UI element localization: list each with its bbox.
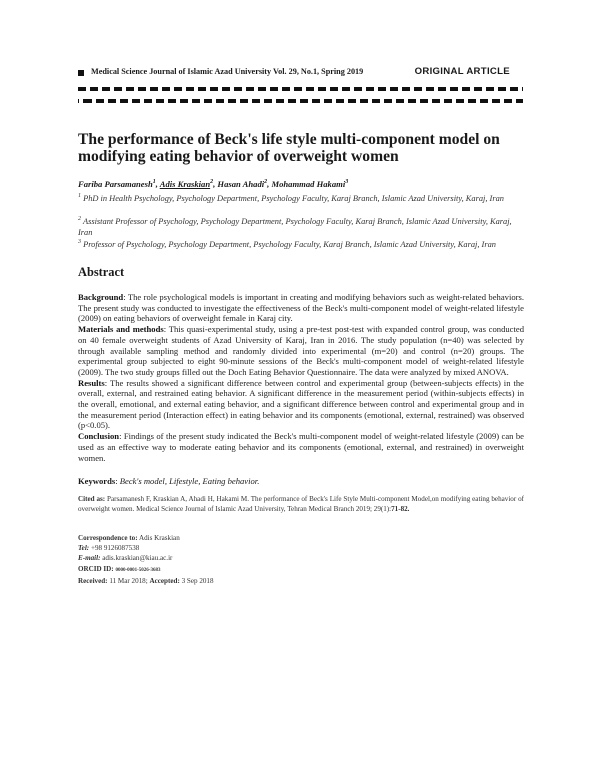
correspondence-orcid: ORCID ID: 0000-0001-5026-3683 [78,564,161,573]
header-divider-bottom [78,99,523,103]
article-title [78,131,524,165]
affiliation-1: $^1$ PhD in Health Psychology, Psychology Department, Psychology Faculty, Karaj Branch, Islamic Azad University, Karaj, Iran [78,193,504,203]
header-divider-top [78,87,523,91]
correspondence-block [78,533,524,586]
abstract-results: Results: The results showed a significant difference between control and experimental group (between-subjects effects) in the overall, external, and restrained eating behavior. A significant difference in the measurement period (within-subjects effects) in the overall, emotional, and external eating behavior, and a significant difference between control and experimental group and in the measurement period (Interaction effect) in eating behavior and its components (emotional, external, restrained) was observed (p<0.05). [78,377,524,431]
correspondence-author: Correspondence to: Adis Kraskian [78,534,180,542]
abstract-conclusion: Conclusion: Findings of the present study indicated the Beck's multi-component model of weight-related lifestyle (2009) can be used as an effective way to moderate eating behavior and its components (emotional, external, and restrained) in overweight women. [78,431,524,463]
author-list: Fariba Parsamanesh$^1$, Adis Kraskian$^2$, Hasan Ahadi$^2$, Mohammad Hakami$^3$ [78,179,349,189]
article-type-label: ORIGINAL ARTICLE [414,66,510,77]
citation: Cited as: Parsamanesh F, Kraskian A, Ahadi H, Hakami M. The performance of Beck's Life Style Multi-component Model,on modifying eating behavior of overweight women. Medical Science Journal of Islamic Azad University, Tehran Medical Branch 2019; 29(1):71-82. [78,495,525,513]
journal-header: Medical Science Journal of Islamic Azad University Vol. 29, No.1, Spring 2019 [91,67,364,76]
abstract-background: Background: The role psychological models is important in creating and modifying behaviors such as weight-related behaviors. The present study was conducted to investigate the effectiveness of the Beck's multi-component model of weight-related lifestyle (2009) on eating behaviors of overweight female in Karaj city. [78,292,524,324]
title-line-2: modifying eating behavior of overweight women [78,148,399,165]
abstract-heading: Abstract [78,265,125,279]
keywords: Keywords: Beck's model, Lifestyle, Eating behavior. [78,476,260,486]
affiliation-2: $^2$ Assistant Professor of Psychology, Psychology Department, Psychology Faculty, Karaj Branch, Islamic Azad University, Karaj, Iran [78,216,512,237]
received-accepted-dates: Received: 11 Mar 2018; Accepted: 3 Sep 2018 [78,576,214,585]
abstract-methods: Materials and methods: This quasi-experimental study, using a pre-test post-test with expanded control group, was conducted on 40 female overweight students of Azad University of Karaj, Iran in 2016. The study population (n=40) was selected by through available sampling method and randomly divided into experimental (m=20) and control (n=20) groups. The experimental group subjected to eight 90-minute sessions of the Beck's multi-component model of weight-related lifestyle (2009). The two study groups filled out the Doch Eating Behavior Questionnaire. The data were analyzed by mixed ANOVA. [78,324,524,377]
author-name: Hasan Ahadi [217,179,265,189]
correspondence-email[interactable]: E-mail: adis.kraskian@kiau.ac.ir [78,554,173,563]
author-name: Mohammad Hakami [271,179,346,189]
abstract-body [78,292,524,463]
affiliation-3: $^3$ Professor of Psychology, Psychology Department, Psychology Faculty, Karaj Branch, Islamic Azad University, Karaj, Iran [78,239,496,249]
correspondence-tel: Tel: +98 9126087538 [78,544,140,553]
author-name-corresponding: Adis Kraskian [159,179,211,189]
author-name: Fariba Parsamanesh [78,179,153,189]
title-line-1: The performance of Beck's life style multi-component model on [78,131,500,148]
header-bullet [78,70,84,76]
